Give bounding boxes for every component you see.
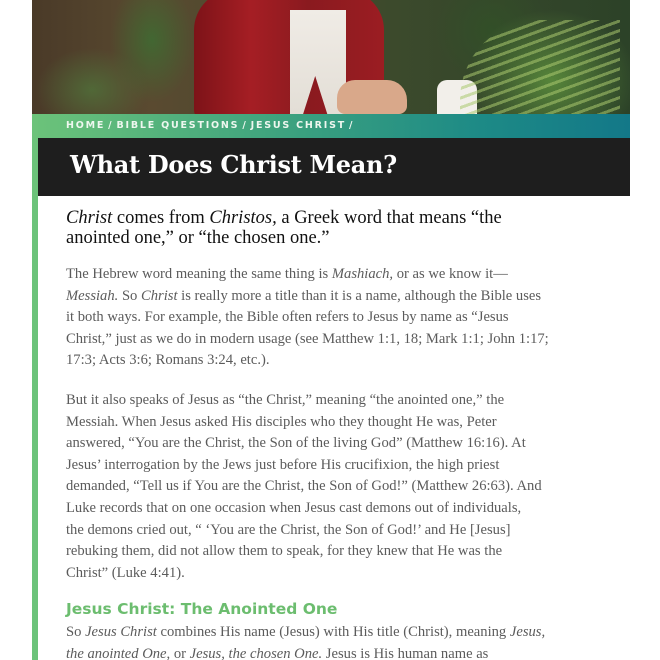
text-line — [66, 307, 606, 329]
text-segment: , or — [166, 645, 190, 660]
text-segment: Messiah. When Jesus asked His disciples who they thought He was, Peter — [66, 413, 497, 430]
text-line — [66, 476, 606, 498]
breadcrumb — [66, 120, 357, 131]
paragraph-3 — [66, 622, 606, 660]
breadcrumb-separator: / — [108, 120, 114, 131]
text-segment: But it also speaks of Jesus as “the Christ,” meaning “the anointed one,” the — [66, 392, 505, 408]
italic-text: Jesus, — [509, 624, 546, 640]
text-line — [66, 390, 606, 412]
text-segment: The Hebrew word meaning the same thing is — [66, 266, 332, 282]
italic-text: the anointed One — [66, 645, 167, 660]
text-segment: answered, “You are the Christ, the Son of the living God” (Matthew 16:16). At — [66, 435, 526, 452]
text-segment: So — [118, 287, 142, 304]
text-segment: Jesus is His human name as — [322, 645, 489, 660]
hero-hand — [337, 80, 407, 114]
breadcrumb-bible-questions[interactable]: BIBLE QUESTIONS — [116, 120, 240, 131]
text-segment: Jesus’ interrogation by the Jews just before His crucifixion, the high priest — [66, 456, 500, 473]
text-segment: 17:3; Acts 3:6; Romans 3:24, etc.). — [66, 352, 270, 369]
text-line — [66, 350, 606, 372]
lead-text — [66, 208, 606, 248]
lead-term: Christos, — [209, 208, 277, 228]
text-line — [66, 412, 606, 434]
text-line — [66, 498, 606, 520]
subheading: Jesus Christ: The Anointed One — [66, 600, 338, 618]
text-segment: is really more a title than it is a name, although the Bible uses — [177, 287, 542, 304]
text-segment: rebuking them, did not allow them to speak, for they knew that He was the — [66, 543, 503, 560]
text-line — [66, 563, 606, 585]
paragraph-1 — [66, 264, 606, 372]
breadcrumb-jesus-christ[interactable]: JESUS CHRIST — [250, 120, 347, 131]
text-line — [66, 286, 606, 308]
text-line — [66, 329, 606, 351]
italic-text: Christ — [141, 287, 178, 304]
text-segment: So — [66, 624, 86, 640]
text-segment: it both ways. For example, the Bible often refers to Jesus by name as “Jesus — [66, 309, 509, 326]
text-segment: demanded, “Tell us if You are the Christ, the Son of God!” (Matthew 26:63). And — [66, 478, 542, 495]
italic-text: Mashiach, — [331, 266, 394, 282]
paragraph-2 — [66, 390, 606, 584]
italic-text: Messiah. — [66, 287, 119, 304]
italic-text: Jesus Christ — [85, 624, 157, 640]
text-segment: combines His name (Jesus) with His title (Christ), meaning — [156, 624, 510, 640]
text-line — [66, 622, 606, 644]
text-segment: Christ” (Luke 4:41). — [66, 564, 185, 581]
breadcrumb-separator: / — [242, 120, 248, 131]
hero-fern — [460, 20, 620, 114]
lead-text-segment: a Greek word that means “the — [276, 208, 502, 228]
lead-paragraph — [66, 208, 606, 248]
text-segment: Luke records that on one occasion when Jesus cast demons out of individuals, — [66, 499, 522, 516]
breadcrumb-separator: / — [349, 120, 355, 131]
text-line — [66, 644, 606, 660]
text-segment: Christ,” just as we do in modern usage (see Matthew 1:1, 18; Mark 1:1; John 1:17; — [66, 330, 549, 347]
italic-text: Jesus, the chosen One. — [189, 645, 323, 660]
text-line — [66, 455, 606, 477]
lead-term: Christ — [66, 208, 113, 228]
breadcrumb-home[interactable]: HOME — [66, 120, 106, 131]
page-title: What Does Christ Mean? — [70, 150, 397, 179]
lead-line-1 — [66, 208, 606, 228]
text-line — [66, 433, 606, 455]
text-segment: the demons cried out, “ ‘You are the Christ, the Son of God!’ and He [Jesus] — [66, 521, 511, 538]
hero-image — [32, 0, 630, 114]
lead-line-2: anointed one,” or “the chosen one.” — [66, 228, 330, 248]
text-line — [66, 520, 606, 542]
text-line — [66, 541, 606, 563]
lead-text-segment: comes from — [112, 208, 210, 228]
text-segment: or as we know it— — [393, 266, 508, 282]
text-line — [66, 264, 606, 286]
